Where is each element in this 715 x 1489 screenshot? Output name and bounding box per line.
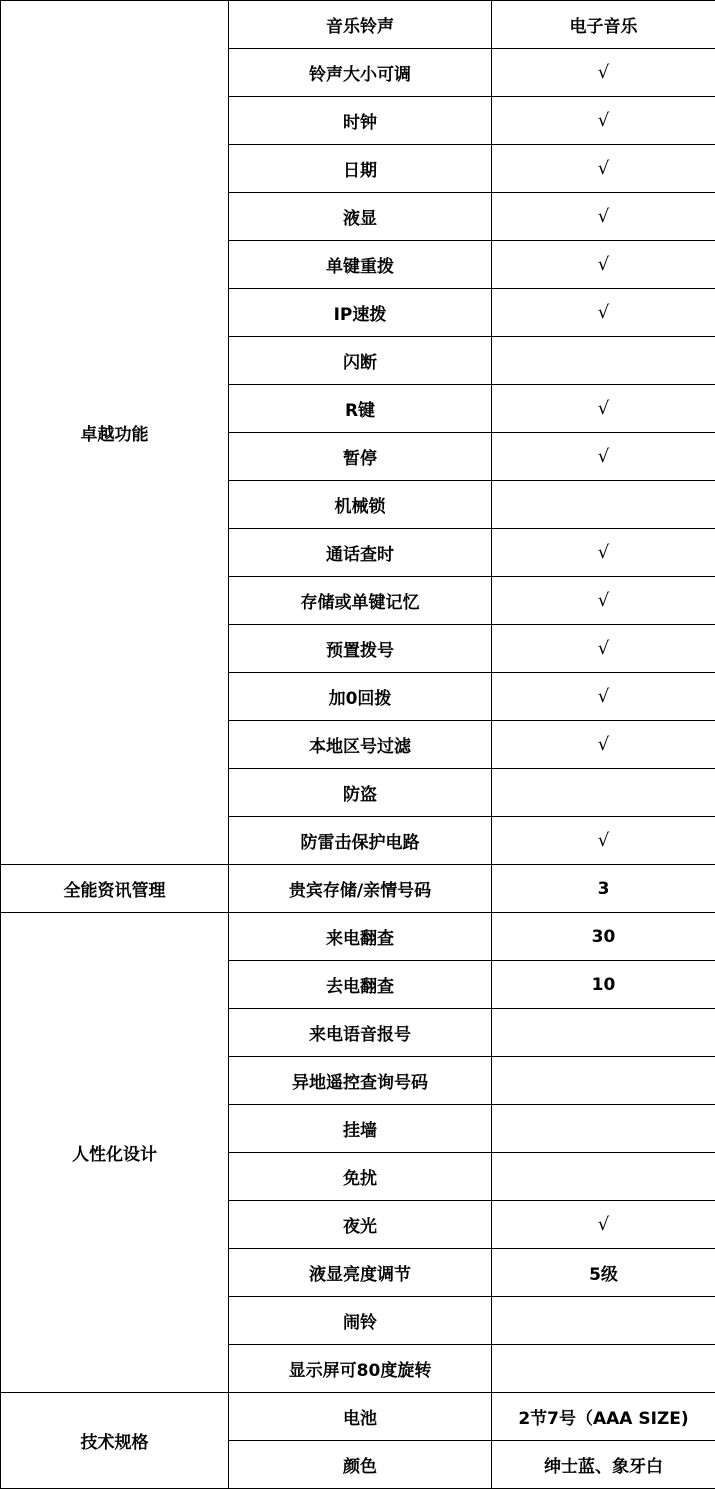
check-mark-cell: √ <box>492 241 715 289</box>
feature-cell: 单键重拨 <box>229 241 492 289</box>
value-cell <box>492 1153 715 1201</box>
category-cell: 全能资讯管理 <box>1 865 229 913</box>
feature-cell: 时钟 <box>229 97 492 145</box>
feature-cell: 预置拨号 <box>229 625 492 673</box>
feature-cell: 存储或单键记忆 <box>229 577 492 625</box>
value-cell: 5级 <box>492 1249 715 1297</box>
table-row <box>1 1393 715 1441</box>
category-cell: 人性化设计 <box>1 913 229 1393</box>
value-cell: 2节7号（AAA SIZE) <box>492 1393 715 1441</box>
feature-cell: 颜色 <box>229 1441 492 1489</box>
check-mark-cell: √ <box>492 193 715 241</box>
category-cell: 卓越功能 <box>1 1 229 865</box>
feature-cell: 异地遥控查询号码 <box>229 1057 492 1105</box>
feature-cell: 音乐铃声 <box>229 1 492 49</box>
check-mark-cell: √ <box>492 577 715 625</box>
feature-cell: IP速拨 <box>229 289 492 337</box>
check-mark-cell: √ <box>492 817 715 865</box>
feature-cell: 闪断 <box>229 337 492 385</box>
feature-cell: 液显 <box>229 193 492 241</box>
feature-cell: 暂停 <box>229 433 492 481</box>
feature-cell: R键 <box>229 385 492 433</box>
feature-cell: 加0回拨 <box>229 673 492 721</box>
feature-cell: 日期 <box>229 145 492 193</box>
value-cell <box>492 769 715 817</box>
value-cell <box>492 1345 715 1393</box>
feature-cell: 电池 <box>229 1393 492 1441</box>
feature-cell: 去电翻查 <box>229 961 492 1009</box>
table-row <box>1 865 715 913</box>
value-cell <box>492 337 715 385</box>
value-cell <box>492 481 715 529</box>
value-cell: 30 <box>492 913 715 961</box>
feature-cell: 防雷击保护电路 <box>229 817 492 865</box>
check-mark-cell: √ <box>492 385 715 433</box>
feature-cell: 贵宾存储/亲情号码 <box>229 865 492 913</box>
feature-cell: 挂墙 <box>229 1105 492 1153</box>
check-mark-cell: √ <box>492 145 715 193</box>
value-cell <box>492 1297 715 1345</box>
feature-cell: 来电语音报号 <box>229 1009 492 1057</box>
value-cell <box>492 1105 715 1153</box>
feature-cell: 机械锁 <box>229 481 492 529</box>
feature-cell: 铃声大小可调 <box>229 49 492 97</box>
value-cell <box>492 1057 715 1105</box>
feature-cell: 防盗 <box>229 769 492 817</box>
check-mark-cell: √ <box>492 625 715 673</box>
check-mark-cell: √ <box>492 289 715 337</box>
value-cell <box>492 1009 715 1057</box>
feature-cell: 夜光 <box>229 1201 492 1249</box>
check-mark-cell: √ <box>492 433 715 481</box>
check-mark-cell: √ <box>492 1201 715 1249</box>
spec-table-body <box>1 1 715 1489</box>
value-cell: 3 <box>492 865 715 913</box>
feature-cell: 本地区号过滤 <box>229 721 492 769</box>
feature-cell: 闹铃 <box>229 1297 492 1345</box>
check-mark-cell: √ <box>492 97 715 145</box>
feature-cell: 显示屏可80度旋转 <box>229 1345 492 1393</box>
check-mark-cell: √ <box>492 673 715 721</box>
feature-cell: 免扰 <box>229 1153 492 1201</box>
category-cell: 技术规格 <box>1 1393 229 1489</box>
feature-cell: 通话查时 <box>229 529 492 577</box>
value-cell: 电子音乐 <box>492 1 715 49</box>
feature-cell: 来电翻查 <box>229 913 492 961</box>
table-row <box>1 1 715 49</box>
value-cell: 绅士蓝、象牙白 <box>492 1441 715 1489</box>
value-cell: 10 <box>492 961 715 1009</box>
check-mark-cell: √ <box>492 49 715 97</box>
table-row <box>1 913 715 961</box>
feature-cell: 液显亮度调节 <box>229 1249 492 1297</box>
check-mark-cell: √ <box>492 721 715 769</box>
check-mark-cell: √ <box>492 529 715 577</box>
